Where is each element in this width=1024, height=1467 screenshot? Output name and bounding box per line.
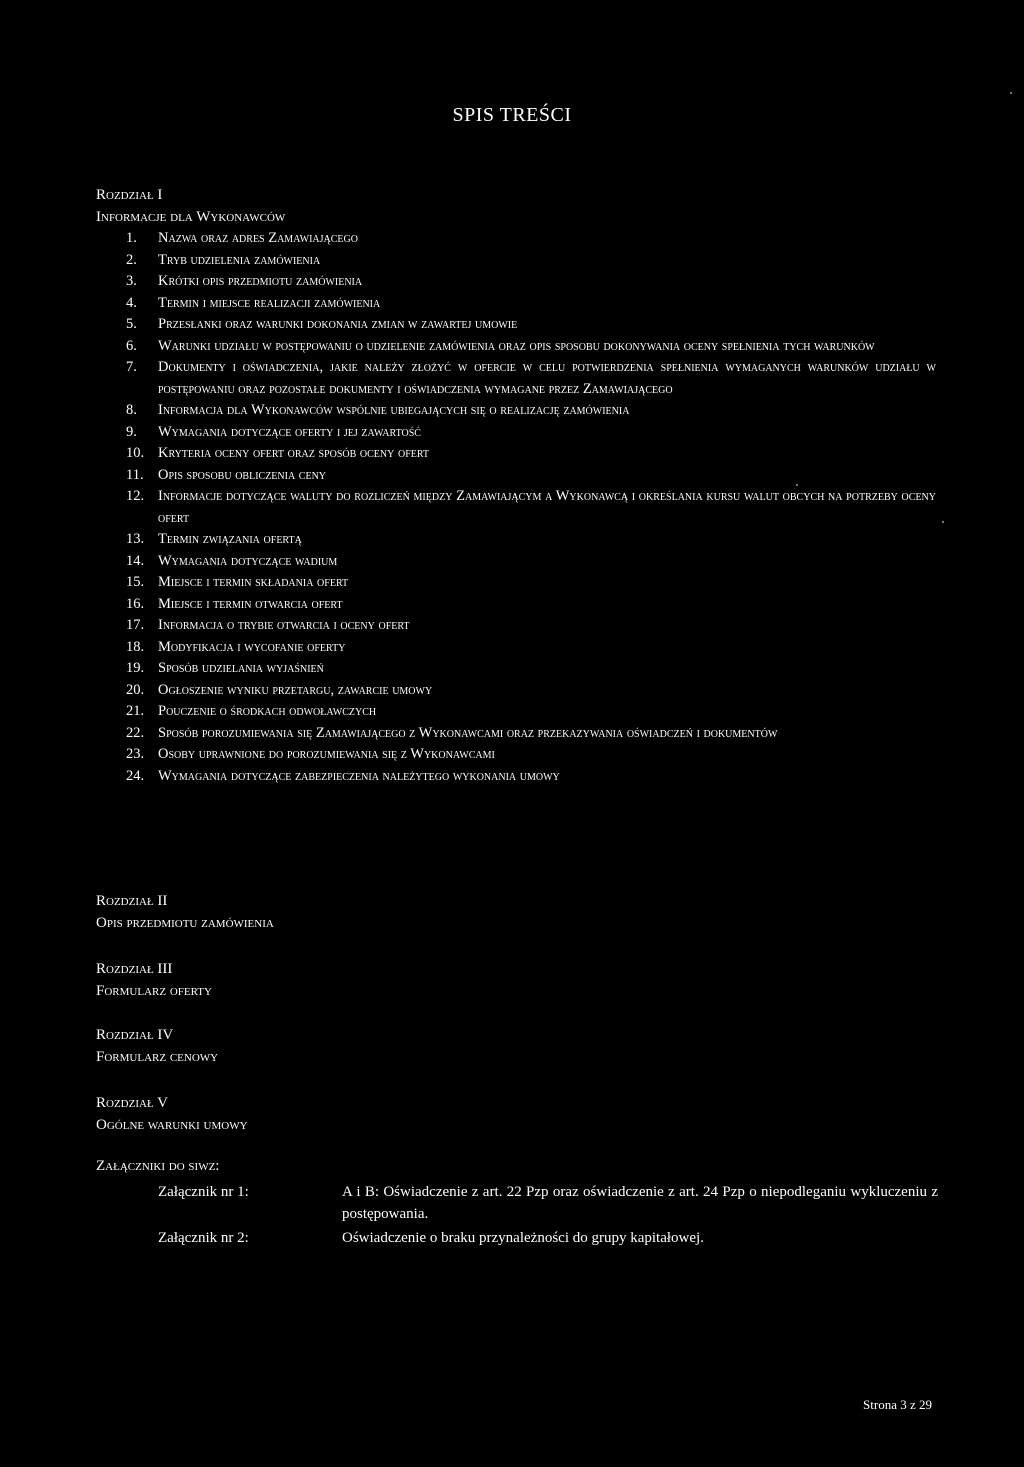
chapter-1 bbox=[96, 184, 936, 787]
toc-item bbox=[96, 314, 936, 336]
toc-item bbox=[96, 701, 936, 723]
attachment-text: Oświadczenie o braku przynależności do grupy kapitałowej. bbox=[342, 1230, 704, 1246]
toc-item-number: 14. bbox=[126, 552, 145, 569]
toc-item-number: 13. bbox=[126, 531, 145, 547]
toc-item-text: Tryb udzielenia zamówienia bbox=[158, 251, 321, 268]
toc-item-number: 21. bbox=[126, 703, 145, 719]
chapter-4 bbox=[96, 1024, 936, 1068]
toc-item-text: Sposób porozumiewania się Zamawiającego z Wykonawcami oraz przekazywania oświadczeń i dokumentów bbox=[158, 724, 778, 741]
toc-item bbox=[96, 680, 936, 702]
toc-item-number: 23. bbox=[126, 746, 145, 762]
toc-item-number: 15. bbox=[126, 574, 145, 590]
toc-item-number: 12. bbox=[126, 488, 145, 504]
toc-item-number: 10. bbox=[126, 445, 145, 461]
toc-item-text: Modyfikacja i wycofanie oferty bbox=[158, 638, 346, 655]
attachment-label: Załącznik nr 2: bbox=[158, 1230, 249, 1246]
toc-item-text: Termin i miejsce realizacji zamówienia bbox=[158, 294, 381, 311]
chapter-3 bbox=[96, 958, 936, 1002]
page-title: SPIS TREŚCI bbox=[452, 104, 572, 126]
toc-item-text: Informacja dla Wykonawców wspólnie ubiegających się o realizację zamówienia bbox=[158, 402, 630, 418]
attachments-heading: Załączniki do siwz: bbox=[96, 1158, 220, 1174]
chapter-number: Rozdział III bbox=[96, 961, 173, 977]
toc-item bbox=[96, 486, 936, 529]
toc-item-text: Kryteria oceny ofert oraz sposób oceny ofert bbox=[158, 445, 430, 461]
toc-item bbox=[96, 637, 936, 659]
toc-item bbox=[96, 723, 936, 745]
scan-speck bbox=[942, 521, 944, 523]
toc-item-text: Wymagania dotyczące zabezpieczenia należytego wykonania umowy bbox=[158, 767, 560, 784]
page-number: Strona 3 z 29 bbox=[863, 1397, 932, 1412]
toc-item-number: 5. bbox=[126, 316, 137, 332]
toc-item bbox=[96, 336, 936, 358]
toc-item-number: 2. bbox=[126, 251, 137, 268]
toc-item-text: Miejsce i termin otwarcia ofert bbox=[158, 595, 343, 612]
toc-item bbox=[96, 766, 936, 788]
toc-item-text: Ogłoszenie wyniku przetargu, zawarcie umowy bbox=[158, 681, 433, 698]
toc-item-number: 17. bbox=[126, 617, 145, 633]
chapter-title: Informacje dla Wykonawców bbox=[96, 209, 286, 225]
toc-item-text: Informacje dotyczące waluty do rozliczeń między Zamawiającym a Wykonawcą i określania kursu walut obcych na potrzeby oceny ofert bbox=[158, 488, 936, 526]
chapter-number: Rozdział IV bbox=[96, 1027, 174, 1043]
toc-item bbox=[96, 357, 936, 400]
toc-item-text: Pouczenie o środkach odwoławczych bbox=[158, 703, 377, 719]
toc-item bbox=[96, 465, 936, 487]
toc-item-number: 24. bbox=[126, 767, 145, 784]
toc-item bbox=[96, 271, 936, 293]
toc-item-number: 6. bbox=[126, 337, 137, 354]
chapter-number: Rozdział V bbox=[96, 1095, 168, 1111]
attachment-label: Załącznik nr 1: bbox=[158, 1184, 249, 1200]
toc-item bbox=[96, 594, 936, 616]
toc-item-text: Miejsce i termin składania ofert bbox=[158, 574, 349, 590]
toc-item bbox=[96, 400, 936, 422]
scan-speck bbox=[796, 484, 798, 486]
toc-list bbox=[96, 228, 936, 787]
chapter-5 bbox=[96, 1092, 936, 1136]
toc-item-number: 22. bbox=[126, 724, 145, 741]
chapter-number: Rozdział II bbox=[96, 893, 168, 909]
toc-item bbox=[96, 250, 936, 272]
toc-item-number: 18. bbox=[126, 638, 145, 655]
toc-item-number: 4. bbox=[126, 294, 137, 311]
toc-item-text: Krótki opis przedmiotu zamówienia bbox=[158, 273, 363, 289]
attachment-text: A i B: Oświadczenie z art. 22 Pzp oraz oświadczenie z art. 24 Pzp o niepodleganiu wykluczeniu z postępowania. bbox=[342, 1184, 938, 1222]
toc-item-number: 11. bbox=[126, 466, 144, 483]
toc-item-text: Dokumenty i oświadczenia, jakie należy złożyć w ofercie w celu potwierdzenia spełnienia wymaganych warunków udziału w postępowaniu oraz pozostałe dokumenty i oświadczenia wymagane przez Zamawiającego bbox=[158, 359, 936, 397]
toc-item-text: Warunki udziału w postępowaniu o udzielenie zamówienia oraz opis sposobu dokonywania oceny spełnienia tych warunków bbox=[158, 337, 875, 354]
toc-item bbox=[96, 228, 936, 250]
toc-item bbox=[96, 443, 936, 465]
toc-item-text: Nazwa oraz adres Zamawiającego bbox=[158, 230, 358, 246]
toc-item bbox=[96, 572, 936, 594]
toc-item-text: Termin związania ofertą bbox=[158, 531, 302, 547]
toc-item-number: 16. bbox=[126, 595, 145, 612]
toc-item-text: Wymagania dotyczące oferty i jej zawartość bbox=[158, 423, 421, 440]
toc-item-number: 1. bbox=[126, 230, 137, 246]
toc-item-text: Sposób udzielania wyjaśnień bbox=[158, 660, 324, 676]
toc-item bbox=[96, 615, 936, 637]
toc-item-number: 8. bbox=[126, 402, 137, 418]
scan-speck bbox=[1010, 92, 1012, 94]
chapter-number: Rozdział I bbox=[96, 187, 163, 203]
chapter-2 bbox=[96, 890, 936, 934]
chapter-title: Formularz oferty bbox=[96, 983, 212, 999]
toc-item bbox=[96, 529, 936, 551]
toc-item-text: Wymagania dotyczące wadium bbox=[158, 552, 338, 569]
toc-item-number: 20. bbox=[126, 681, 145, 698]
toc-item bbox=[96, 551, 936, 573]
chapter-title: Ogólne warunki umowy bbox=[96, 1117, 248, 1133]
toc-item-text: Osoby uprawnione do porozumiewania się z Wykonawcami bbox=[158, 746, 495, 762]
toc-item-number: 9. bbox=[126, 423, 137, 440]
chapter-title: Formularz cenowy bbox=[96, 1049, 219, 1065]
toc-item-text: Opis sposobu obliczenia ceny bbox=[158, 466, 327, 483]
toc-item bbox=[96, 293, 936, 315]
toc-item bbox=[96, 658, 936, 680]
toc-item-text: Przesłanki oraz warunki dokonania zmian w zawartej umowie bbox=[158, 316, 518, 332]
toc-item-text: Informacja o trybie otwarcia i oceny ofert bbox=[158, 617, 410, 633]
toc-item bbox=[96, 744, 936, 766]
chapter-title: Opis przedmiotu zamówienia bbox=[96, 915, 274, 931]
toc-item-number: 3. bbox=[126, 273, 137, 289]
toc-item-number: 19. bbox=[126, 660, 145, 676]
toc-item-number: 7. bbox=[126, 359, 137, 375]
toc-item bbox=[96, 422, 936, 444]
